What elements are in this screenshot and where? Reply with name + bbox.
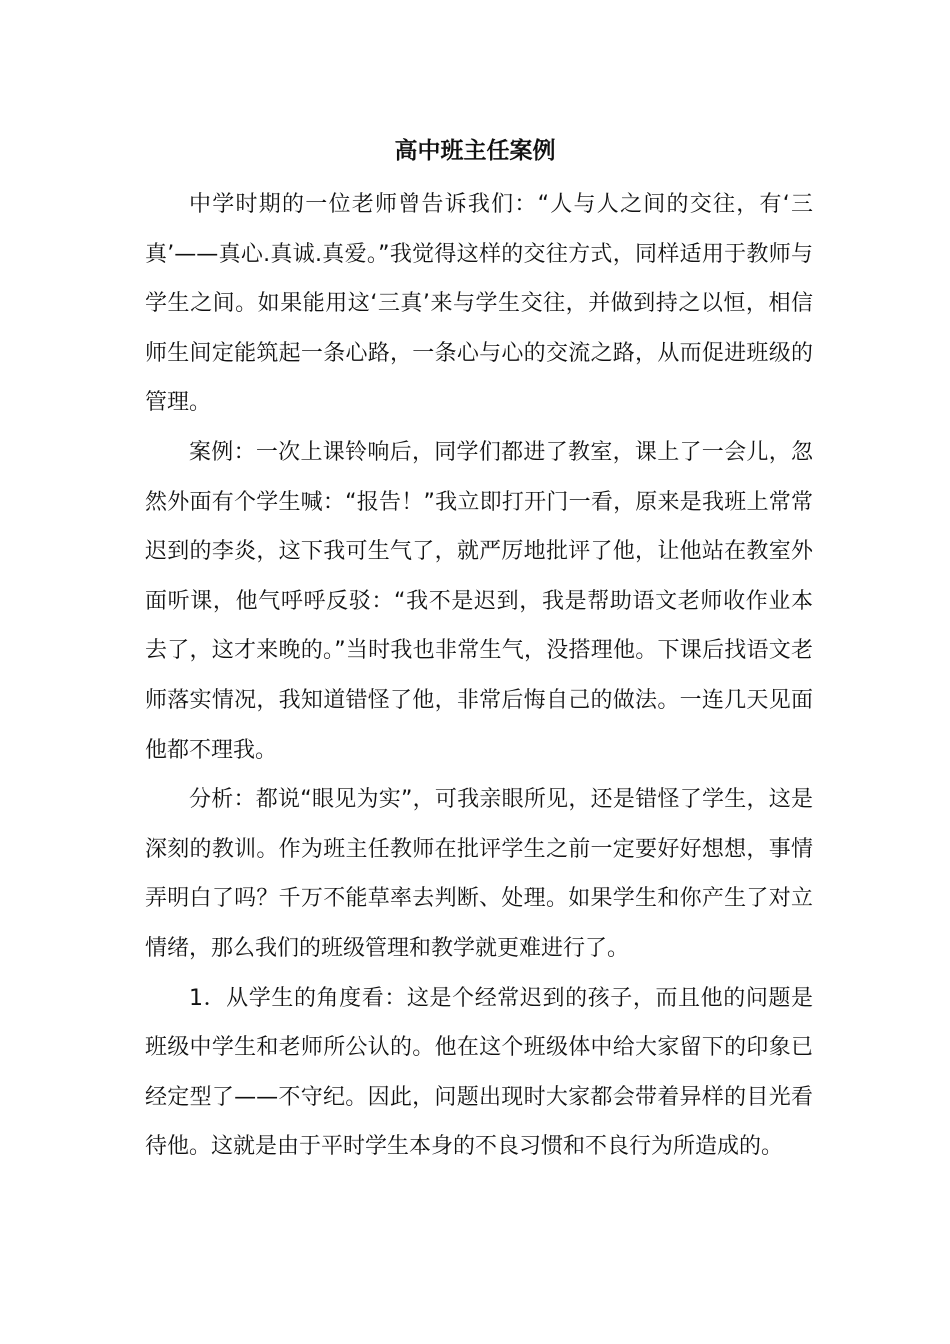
paragraph-case: 案例：一次上课铃响后，同学们都进了教室，课上了一会儿，忽然外面有个学生喊：“报告！”我立即打开门一看，原来是我班上常常迟到的李炎，这下我可生气了，就严厉地批评了他，让他站在教室外面听课，他气呼呼反驳：“我不是迟到，我是帮助语文老师收作业本去了，这才来晚的。”当时我也非常生气，没搭理他。下课后找语文老师落实情况，我知道错怪了他，非常后悔自己的做法。一连几天见面他都不理我。 bbox=[145, 439, 813, 763]
paragraph-point-1: 1．从学生的角度看：这是个经常迟到的孩子，而且他的问题是班级中学生和老师所公认的。他在这个班级体中给大家留下的印象已经定型了——不守纪。因此，问题出现时大家都会带着异样的目光看待他。这就是由于平时学生本身的不良习惯和不良行为所造成的。 bbox=[145, 985, 813, 1160]
paragraph-intro: 中学时期的一位老师曾告诉我们：“人与人之间的交往，有‘三真’——真心.真诚.真爱。”我觉得这样的交往方式，同样适用于教师与学生之间。如果能用这‘三真’来与学生交往，并做到持之以恒，相信师生间定能筑起一条心路，一条心与心的交流之路，从而促进班级的管理。 bbox=[145, 192, 813, 416]
paragraph-analysis: 分析：都说“眼见为实”，可我亲眼所见，还是错怪了学生，这是深刻的教训。作为班主任教师在批评学生之前一定要好好想想，事情弄明白了吗？千万不能草率去判断、处理。如果学生和你产生了对立情绪，那么我们的班级管理和教学就更难进行了。 bbox=[145, 787, 813, 961]
document-title: 高中班主任案例 bbox=[394, 138, 556, 164]
document-body bbox=[145, 180, 813, 1172]
